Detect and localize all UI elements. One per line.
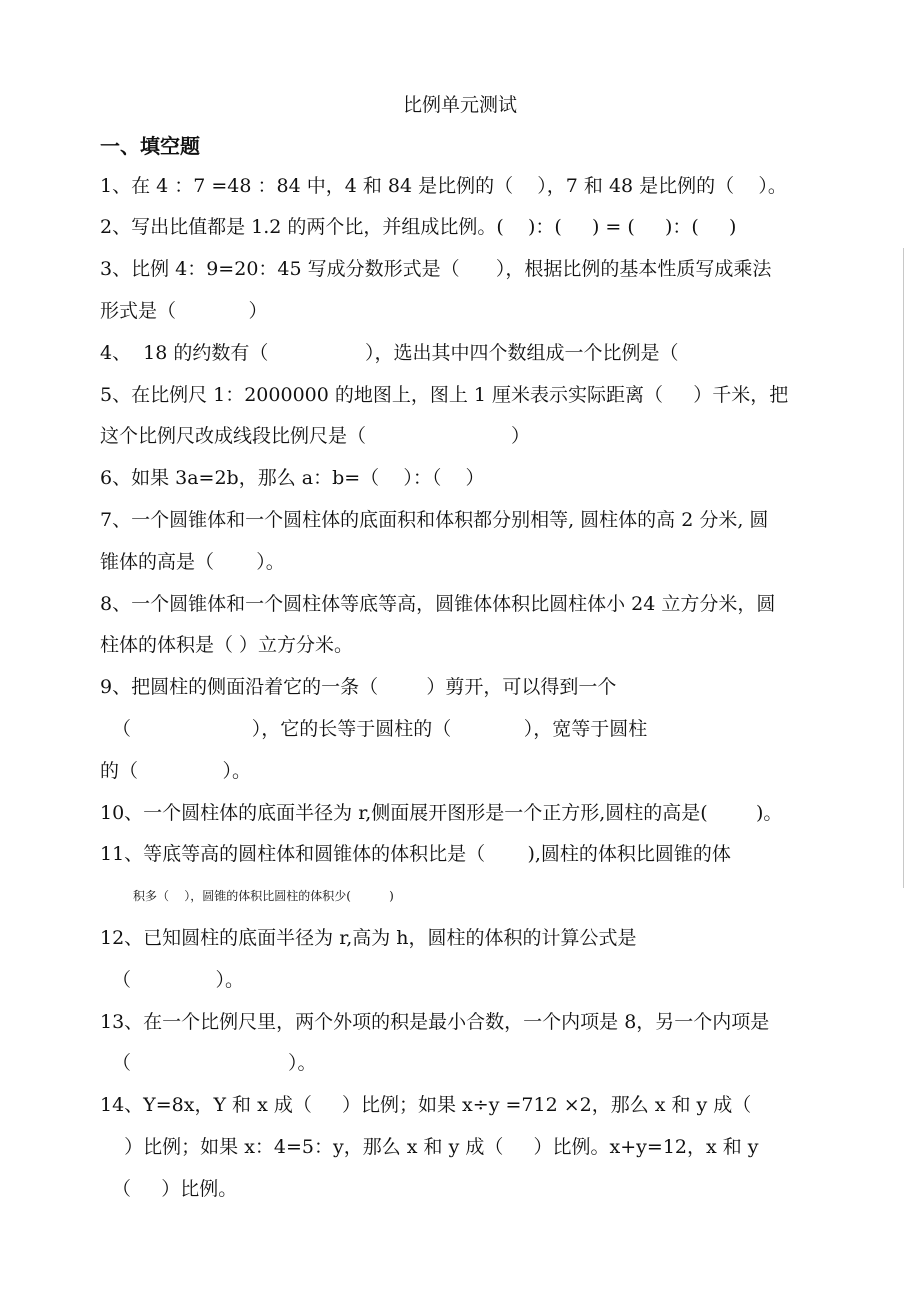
question-line: 3、比例 4：9=20：45 写成分数形式是（ ），根据比例的基本性质写成乘法 bbox=[100, 258, 772, 280]
question-line: 积多（ ），圆锥的体积比圆柱的体积少( ) bbox=[133, 889, 394, 903]
question-line: ）比例；如果 x：4=5：y，那么 x 和 y 成（ ）比例。x+y=12，x 和 y bbox=[100, 1136, 759, 1158]
question-line: 14、Y=8x，Y 和 x 成（ ）比例；如果 x÷y =712 ×2，那么 x 和 y 成（ bbox=[100, 1094, 752, 1116]
question-line: 10、一个圆柱体的底面半径为 r,侧面展开图形是一个正方形,圆柱的高是( )。 bbox=[100, 802, 783, 824]
question-line: 5、在比例尺 1：2000000 的地图上，图上 1 厘米表示实际距离（ ）千米，把 bbox=[100, 384, 789, 406]
question-line: 11、等底等高的圆柱体和圆锥体的体积比是（ ),圆柱的体积比圆锥的体 bbox=[100, 843, 731, 865]
question-line: 9、把圆柱的侧面沿着它的一条（ ）剪开，可以得到一个 bbox=[100, 676, 617, 698]
section-heading: 一、填空题 bbox=[100, 134, 200, 158]
page-edge-line bbox=[903, 248, 904, 888]
question-line: 形式是（ ） bbox=[100, 300, 268, 322]
question-line: （ ），它的长等于圆柱的（ ），宽等于圆柱 bbox=[112, 718, 648, 740]
question-line: 12、已知圆柱的底面半径为 r,高为 h，圆柱的体积的计算公式是 bbox=[100, 927, 637, 949]
question-line: 2、写出比值都是 1.2 的两个比，并组成比例。( )：( ) = ( )：( ) bbox=[100, 216, 737, 238]
question-line: 柱体的体积是（ ）立方分米。 bbox=[100, 634, 354, 656]
question-line: 的（ ）。 bbox=[100, 760, 252, 782]
question-line: 1、在 4 ：7 =48 ：84 中，4 和 84 是比例的（ ），7 和 48 是比例的（ ）。 bbox=[100, 175, 787, 197]
question-line: 8、一个圆锥体和一个圆柱体等底等高，圆锥体体积比圆柱体小 24 立方分米，圆 bbox=[100, 593, 776, 615]
question-line: 4、 18 的约数有（ ），选出其中四个数组成一个比例是（ bbox=[100, 342, 679, 364]
question-line: （ ）比例。 bbox=[112, 1178, 238, 1200]
question-line: 13、在一个比例尺里，两个外项的积是最小合数，一个内项是 8，另一个内项是 bbox=[100, 1011, 770, 1033]
question-line: 6、如果 3a=2b，那么 a：b=（ ）：（ ） bbox=[100, 467, 485, 489]
question-line: （ ）。 bbox=[112, 1052, 317, 1074]
page-title: 比例单元测试 bbox=[402, 94, 517, 116]
question-line: 锥体的高是（ ）。 bbox=[100, 551, 285, 573]
question-line: 7、一个圆锥体和一个圆柱体的底面积和体积都分别相等, 圆柱体的高 2 分米, 圆 bbox=[100, 509, 769, 531]
question-line: 这个比例尺改成线段比例尺是（ ） bbox=[100, 425, 530, 447]
question-line: （ ）。 bbox=[112, 969, 245, 991]
